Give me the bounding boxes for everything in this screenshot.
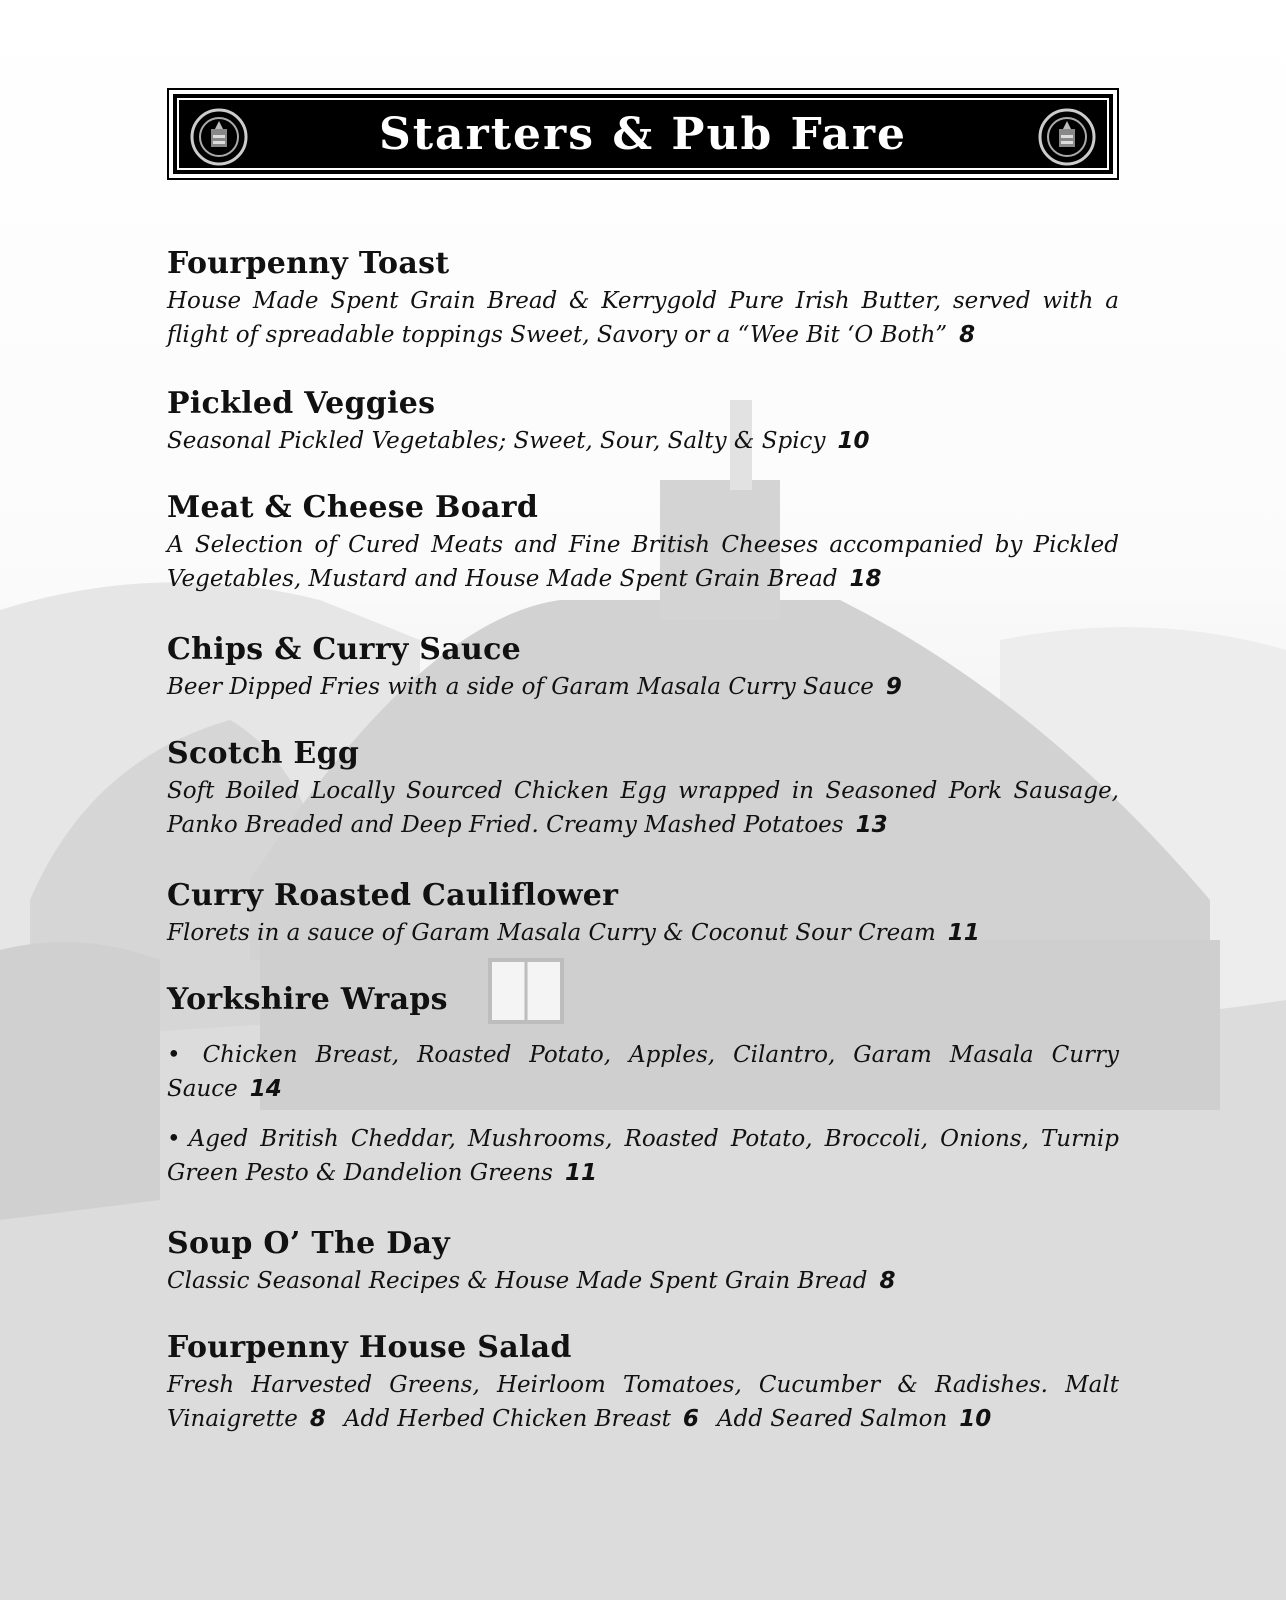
addon-price: 6 <box>682 1406 699 1432</box>
menu-item-price: 8 <box>309 1406 326 1432</box>
menu-item <box>167 876 1119 950</box>
menu-item-name: Fourpenny House Salad <box>167 1330 572 1365</box>
menu-item-price: 10 <box>837 428 870 454</box>
menu-item-name: Soup O’ The Day <box>167 1226 450 1261</box>
menu-item-description <box>167 774 1119 842</box>
wrap-option-price: 11 <box>564 1160 597 1186</box>
wrap-option-description: Chicken Breast, Roasted Potato, Apples, Cilantro, Garam Masala Curry Sauce <box>167 1042 1119 1102</box>
menu-list <box>167 244 1119 1436</box>
menu-item-description-text: Soft Boiled Locally Sourced Chicken Egg wrapped in Seasoned Pork Sausage, Panko Breaded and Deep Fried. Creamy Mashed Potatoes <box>167 778 1119 838</box>
menu-item <box>167 488 1119 596</box>
addon-label: Add Seared Salmon <box>716 1406 948 1432</box>
menu-item-wraps <box>167 980 1119 1190</box>
section-header-inner <box>173 94 1113 174</box>
menu-item-description <box>167 1368 1119 1436</box>
addon-label: Add Herbed Chicken Breast <box>343 1406 671 1432</box>
menu-item-description <box>167 284 1119 352</box>
menu-item-description <box>167 424 1119 458</box>
menu-item <box>167 1224 1119 1298</box>
menu-item-price: 8 <box>879 1268 896 1294</box>
bullet-icon: • <box>167 1126 181 1152</box>
menu-item-name: Curry Roasted Cauliflower <box>167 878 619 913</box>
menu-item-description <box>167 1264 1119 1298</box>
menu-item <box>167 630 1119 704</box>
bullet-icon: • <box>167 1042 181 1068</box>
menu-item-description-text: Florets in a sauce of Garam Masala Curry & Coconut Sour Cream <box>167 920 936 946</box>
menu-item-name: Chips & Curry Sauce <box>167 632 522 667</box>
menu-item-description-text: Fresh Harvested Greens, Heirloom Tomatoes, Cucumber & Radishes. Malt Vinaigrette <box>167 1372 1119 1432</box>
wrap-option-description: Aged British Cheddar, Mushrooms, Roasted Potato, Broccoli, Onions, Turnip Green Pesto & Dandelion Greens <box>167 1126 1119 1186</box>
crest-icon <box>1037 107 1097 167</box>
section-header <box>167 88 1119 180</box>
menu-item-description-text: Classic Seasonal Recipes & House Made Spent Grain Bread <box>167 1268 868 1294</box>
menu-item-description-text: Beer Dipped Fries with a side of Garam Masala Curry Sauce <box>167 674 874 700</box>
menu-item <box>167 734 1119 842</box>
addon-price: 10 <box>959 1406 992 1432</box>
menu-item-description-text: A Selection of Cured Meats and Fine British Cheeses accompanied by Pickled Vegetables, Mustard and House Made Spent Grain Bread <box>167 532 1119 592</box>
menu-item <box>167 384 1119 458</box>
menu-item-name: Meat & Cheese Board <box>167 490 539 525</box>
menu-item <box>167 244 1119 352</box>
page-title: Starters & Pub Fare <box>378 108 908 160</box>
menu-item-name: Pickled Veggies <box>167 386 436 421</box>
menu-item-price: 8 <box>959 322 976 348</box>
menu-item-name: Fourpenny Toast <box>167 246 450 281</box>
menu-item-price: 9 <box>885 674 902 700</box>
wrap-option <box>167 1038 1119 1106</box>
menu-item-price: 18 <box>849 566 882 592</box>
menu-item-price: 11 <box>947 920 980 946</box>
menu-item-description <box>167 670 1119 704</box>
menu-item-description-text: Seasonal Pickled Vegetables; Sweet, Sour, Salty & Spicy <box>167 428 826 454</box>
menu-item-description <box>167 528 1119 596</box>
menu-item-price: 13 <box>855 812 888 838</box>
menu-item-description <box>167 916 1119 950</box>
menu-item-name: Yorkshire Wraps <box>167 982 448 1017</box>
wrap-option-price: 14 <box>249 1076 282 1102</box>
menu-item <box>167 1328 1119 1436</box>
menu-item-description-text: House Made Spent Grain Bread & Kerrygold Pure Irish Butter, served with a flight of spreadable toppings Sweet, Savory or a “Wee Bit ‘O Both” <box>167 288 1119 348</box>
wrap-option <box>167 1122 1119 1190</box>
menu-item-name: Scotch Egg <box>167 736 360 771</box>
